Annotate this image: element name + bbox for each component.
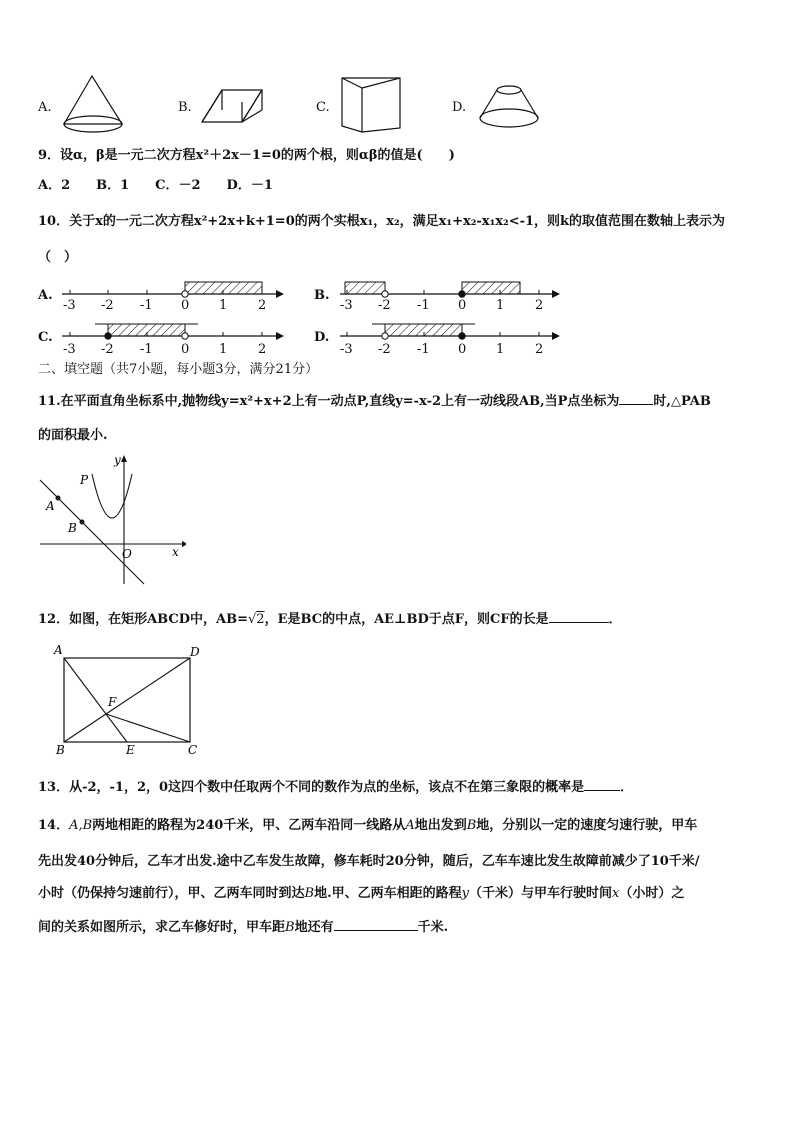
tick-label: 2	[258, 298, 267, 313]
q12-figure	[50, 642, 210, 756]
tick-label: 0	[458, 298, 467, 313]
q11-answer-blank[interactable]	[619, 392, 653, 405]
q14-var-a: A	[405, 818, 415, 833]
q10-option-c-line	[62, 324, 284, 340]
q10-option-a-label: A.	[38, 288, 53, 303]
q11-line1-after: 时,△PAB	[653, 394, 711, 409]
tick-label: -2	[378, 298, 391, 313]
q10-paren: （ ）	[38, 250, 78, 265]
q14-line2: 先出发40分钟后，乙车才出发.途中乙车发生故障，修车耗时20分钟，随后，乙车车速比发生故障前减少了10千米/	[38, 854, 700, 869]
q11-fig-b-label: B	[68, 521, 77, 535]
tick-label: -1	[417, 342, 430, 357]
q14-var-x: x	[611, 886, 620, 901]
q14-line4-text3: 千米.	[417, 920, 449, 935]
tick-label: -1	[140, 298, 153, 313]
tick-label: -3	[63, 342, 76, 357]
q10-option-b-line	[340, 282, 560, 298]
q14-line3-text: 小时（仍保持匀速前行），甲、乙两车同时到达	[38, 886, 305, 901]
q14-line4	[38, 918, 448, 936]
q10-option-d-label: D.	[314, 330, 330, 345]
tick-label: 1	[496, 342, 505, 357]
q8-option-c-label: C.	[316, 100, 330, 115]
tick-label: 0	[181, 342, 190, 357]
tick-label: 1	[219, 342, 228, 357]
q14-var-b2: B	[304, 886, 315, 901]
q8-option-a-cone	[60, 72, 128, 136]
tick-label: -1	[140, 342, 153, 357]
q8-option-c-triangular-prism	[338, 74, 406, 136]
q13-text: 13．从-2，-1，2，0这四个数中任取两个不同的数作为点的坐标，该点不在第三象限的概率是	[38, 780, 585, 795]
q12-radical: √2	[248, 612, 265, 627]
q8-option-b-label: B.	[178, 100, 192, 115]
q13-prompt	[38, 778, 633, 796]
q14-line3	[38, 886, 684, 902]
tick-label: 2	[535, 298, 544, 313]
q14-line3-text4: （小时）之	[619, 886, 685, 901]
q11-line1	[38, 392, 711, 410]
q12-fig-e-label: E	[126, 743, 135, 756]
tick-label: -3	[340, 342, 353, 357]
tick-label: -2	[101, 298, 114, 313]
q10-option-d-line	[340, 324, 560, 340]
q14-line1-text: 两地相距的路程为240千米，甲、乙两车沿同一线路从	[92, 818, 406, 833]
q11-line1-text: 11.在平面直角坐标系中,抛物线y=x²+x+2上有一动点P,直线y=-x-2上有一动线段AB,当P点坐标为	[38, 394, 620, 409]
q12-answer-blank[interactable]	[549, 610, 609, 623]
q14-line4-text2: 地还有	[294, 920, 334, 935]
q12-text-before: 12．如图，在矩形ABCD中，AB=	[38, 612, 248, 627]
q11-line2: 的面积最小.	[38, 428, 108, 443]
q12-end: ．	[608, 612, 622, 627]
q10-option-c-label: C.	[38, 330, 53, 345]
section-title: 二、填空题（共7小题，每小题3分，满分21分）	[38, 362, 319, 377]
q11-fig-origin-label: O	[122, 547, 132, 561]
q12-fig-d-label: D	[190, 645, 200, 659]
q9-options: A．2 B．1 C．－2 D．－1	[38, 178, 273, 193]
q14-var-b: B	[466, 818, 477, 833]
q8-option-d-label: D.	[452, 100, 467, 115]
tick-label: 0	[181, 298, 190, 313]
q9-prompt: 9．设α，β是一元二次方程x²＋2x－1=0的两个根，则αβ的值是( )	[38, 148, 455, 163]
q14-var-b3: B	[285, 920, 295, 935]
q14-var-ab: A,B	[69, 818, 93, 833]
tick-label: -2	[378, 342, 391, 357]
q8-option-d-frustum	[476, 80, 542, 134]
tick-label: 2	[258, 342, 267, 357]
tick-label: 1	[496, 298, 505, 313]
q12-fig-f-label: F	[108, 695, 117, 709]
q11-fig-a-label: A	[46, 499, 55, 513]
q8-option-a-label: A.	[38, 100, 52, 115]
q11-figure	[36, 452, 186, 588]
q12-fig-a-label: A	[54, 643, 63, 657]
q12-fig-c-label: C	[188, 743, 198, 756]
q12-prompt	[38, 610, 622, 628]
q11-fig-x-label: x	[172, 545, 179, 559]
q12-fig-b-label: B	[56, 743, 65, 756]
q14-line3-text3: （千米）与甲车行驶时间	[468, 886, 612, 901]
q14-line3-text2: 地.甲、乙两车相距的路程	[314, 886, 462, 901]
tick-label: -1	[417, 298, 430, 313]
q11-fig-y-label: y	[114, 453, 121, 467]
q14-number: 14．	[38, 818, 70, 833]
q14-line1-text3: 地，分别以一定的速度匀速行驶，甲车	[476, 818, 698, 833]
q14-answer-blank[interactable]	[334, 918, 418, 931]
q14-line1	[38, 818, 697, 834]
q14-line1-text2: 地出发到	[414, 818, 467, 833]
tick-label: -2	[101, 342, 114, 357]
tick-label: 0	[458, 342, 467, 357]
tick-label: -3	[63, 298, 76, 313]
q14-line4-text: 间的关系如图所示，求乙车修好时，甲车距	[38, 920, 286, 935]
q10-option-b-label: B.	[314, 288, 330, 303]
q13-end: ．	[620, 780, 634, 795]
q10-number-lines	[0, 276, 794, 360]
tick-label: 1	[219, 298, 228, 313]
q10-prompt: 10．关于x的一元二次方程x²+2x+k+1=0的两个实根x₁，x₂，满足x₁+x₂-x₁x₂<-1，则k的取值范围在数轴上表示为	[38, 214, 726, 229]
q8-option-b-prism	[198, 80, 266, 130]
q12-radicand: 2	[256, 612, 265, 627]
q11-fig-p-label: P	[80, 473, 89, 487]
q12-text-after: ，E是BC的中点，AE⊥BD于点F，则CF的长是	[264, 612, 549, 627]
tick-label: 2	[535, 342, 544, 357]
tick-label: -3	[340, 298, 353, 313]
q10-option-a-line	[62, 282, 284, 298]
q14-var-y: y	[461, 886, 469, 901]
q13-answer-blank[interactable]	[584, 778, 620, 791]
